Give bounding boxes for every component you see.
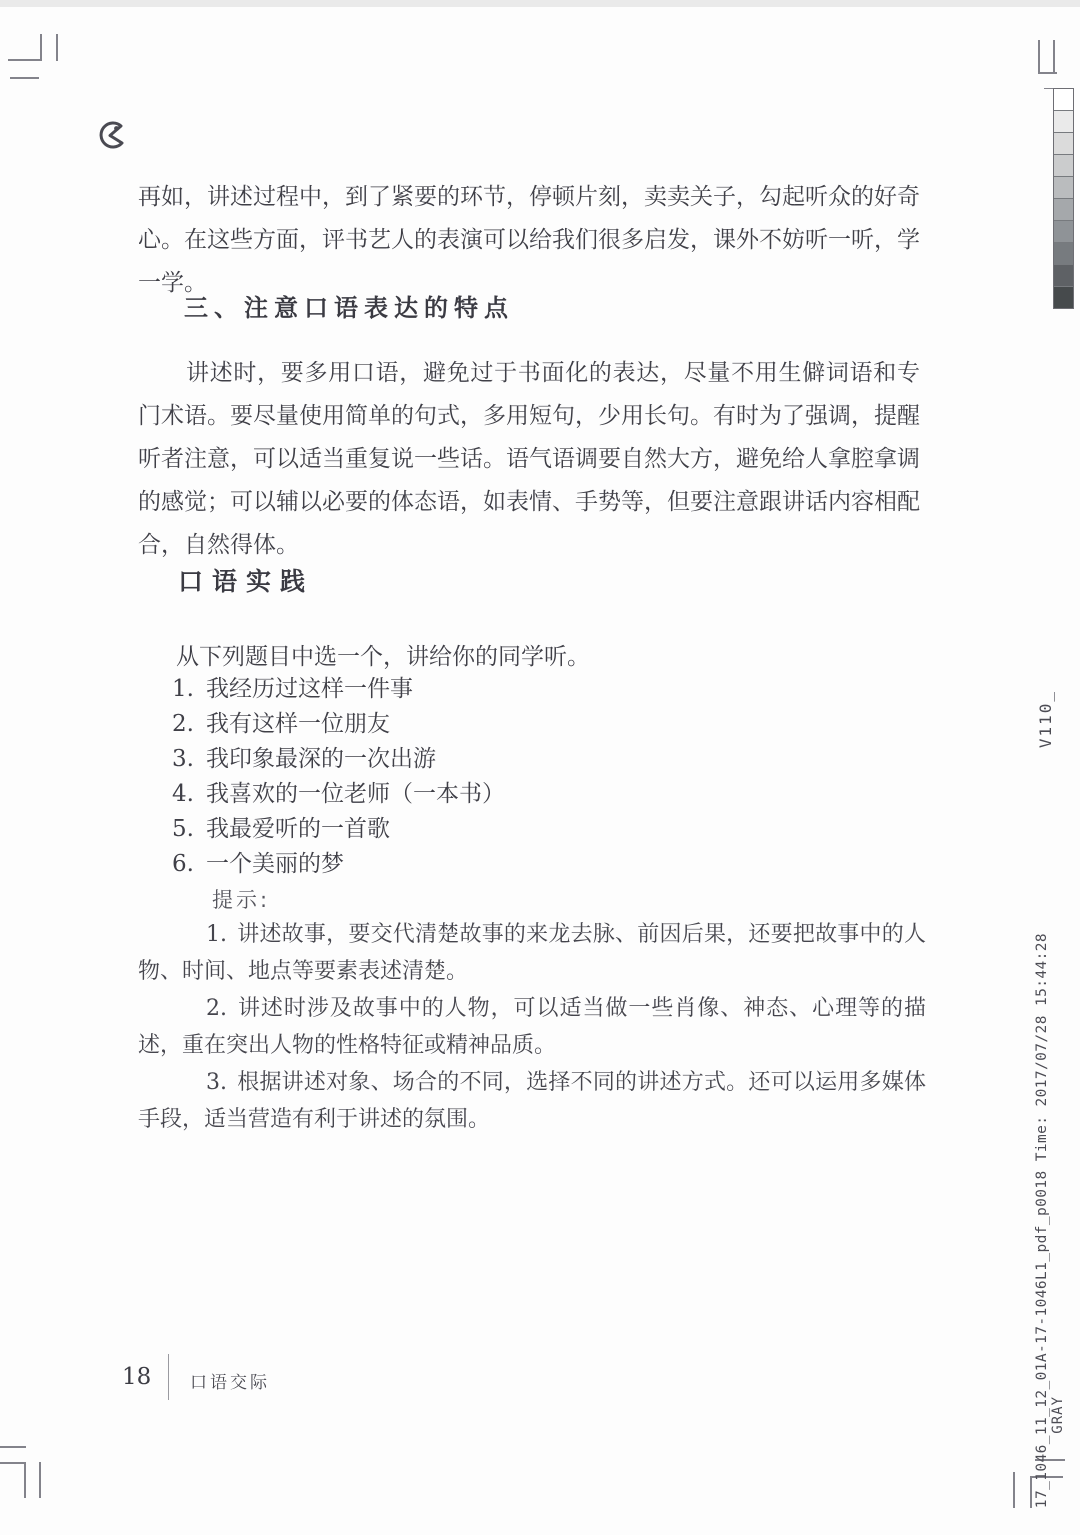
hint-text: 讲述时涉及故事中的人物，可以适当做一些肖像、神态、心理等的描述，重在突出人物的性格特征或精神品质。 (138, 996, 926, 1058)
print-info-vertical: 17_1046_11_12_01A-17-1046L1_pdf_p0018 Time: 2017/07/28 15:44:28 (1034, 933, 1050, 1509)
item-text: 我最爱听的一首歌 (206, 816, 390, 842)
hint-paragraph (138, 1064, 926, 1138)
list-item (172, 742, 505, 777)
vertical-code: V110_ (1036, 690, 1055, 749)
crop-mark (1030, 1476, 1032, 1508)
grayscale-strip (1053, 88, 1074, 309)
item-text: 我有这样一位朋友 (206, 711, 390, 737)
hint-text: 讲述故事，要交代清楚故事的来龙去脉、前因后果，还要把故事中的人物、时间、地点等要素表述清楚。 (138, 922, 926, 984)
practice-heading: 口语实践 (178, 567, 315, 596)
practice-intro: 从下列题目中选一个，讲给你的同学听。 (176, 644, 590, 670)
hints-block (138, 916, 926, 1138)
list-item (172, 812, 505, 847)
gray-step (1054, 133, 1073, 155)
list-item (172, 707, 505, 742)
gray-step (1054, 243, 1073, 265)
list-item (172, 777, 505, 812)
hint-text: 根据讲述对象、场合的不同，选择不同的讲述方式。还可以运用多媒体手段，适当营造有利于讲述的氛围。 (138, 1070, 926, 1132)
gray-step (1054, 89, 1073, 111)
item-number: 6. (172, 851, 194, 877)
crop-mark (10, 77, 39, 79)
item-number: 3. (172, 746, 194, 772)
gray-step (1054, 155, 1073, 177)
hint-label: 提示: (212, 888, 271, 912)
body-paragraph: 讲述时，要多用口语，避免过于书面化的表达，尽量不用生僻词语和专门术语。要尽量使用简单的句式，多用短句，少用长句。有时为了强调，提醒听者注意，可以适当重复说一些话。语气语调要自然大方，避免给人拿腔拿调的感觉；可以辅以必要的体态语，如表情、手势等，但要注意跟讲话内容相配合，自然得体。 (138, 360, 920, 558)
gray-step (1054, 221, 1073, 243)
footer-divider (168, 1354, 169, 1400)
hint-number: 1. (206, 922, 227, 947)
crop-mark (0, 1462, 25, 1464)
crop-mark (1053, 40, 1055, 73)
gray-step (1054, 111, 1073, 133)
hint-paragraph (138, 916, 926, 990)
page-number: 18 (122, 1364, 152, 1390)
hint-number: 3. (206, 1070, 227, 1095)
hint-number: 2. (206, 996, 227, 1021)
crop-mark (1013, 1472, 1015, 1508)
crop-mark (56, 34, 58, 61)
page-footer (0, 1352, 1080, 1412)
item-text: 一个美丽的梦 (206, 851, 344, 877)
crop-mark (8, 59, 42, 61)
gray-step (1054, 199, 1073, 221)
topic-list (172, 672, 505, 882)
gray-step (1054, 287, 1073, 308)
gray-step (1054, 265, 1073, 287)
section-heading: 三、注意口语表达的特点 (184, 293, 514, 322)
footer-section-label: 口语交际 (190, 1373, 270, 1393)
gray-step (1054, 177, 1073, 199)
crop-mark (24, 1462, 26, 1498)
item-number: 1. (172, 676, 194, 702)
crop-mark (1038, 40, 1040, 73)
list-item (172, 847, 505, 882)
crop-mark (40, 34, 42, 61)
scan-edge (0, 0, 1080, 7)
publisher-logo-icon (94, 116, 132, 156)
crop-mark (0, 1446, 26, 1448)
paragraph-continuation: 再如，讲述过程中，到了紧要的环节，停顿片刻，卖卖关子，勾起听众的好奇心。在这些方面，评书艺人的表演可以给我们很多启发，课外不妨听一听，学一学。 (138, 184, 920, 296)
crop-mark (39, 1462, 41, 1498)
item-text: 我印象最深的一次出游 (206, 746, 436, 772)
gray-label-vertical: GRAY (1050, 1396, 1066, 1434)
item-text: 我经历过这样一件事 (206, 676, 413, 702)
hint-paragraph (138, 990, 926, 1064)
item-number: 5. (172, 816, 194, 842)
item-text: 我喜欢的一位老师（一本书） (206, 781, 505, 807)
list-item (172, 672, 505, 707)
item-number: 2. (172, 711, 194, 737)
item-number: 4. (172, 781, 194, 807)
